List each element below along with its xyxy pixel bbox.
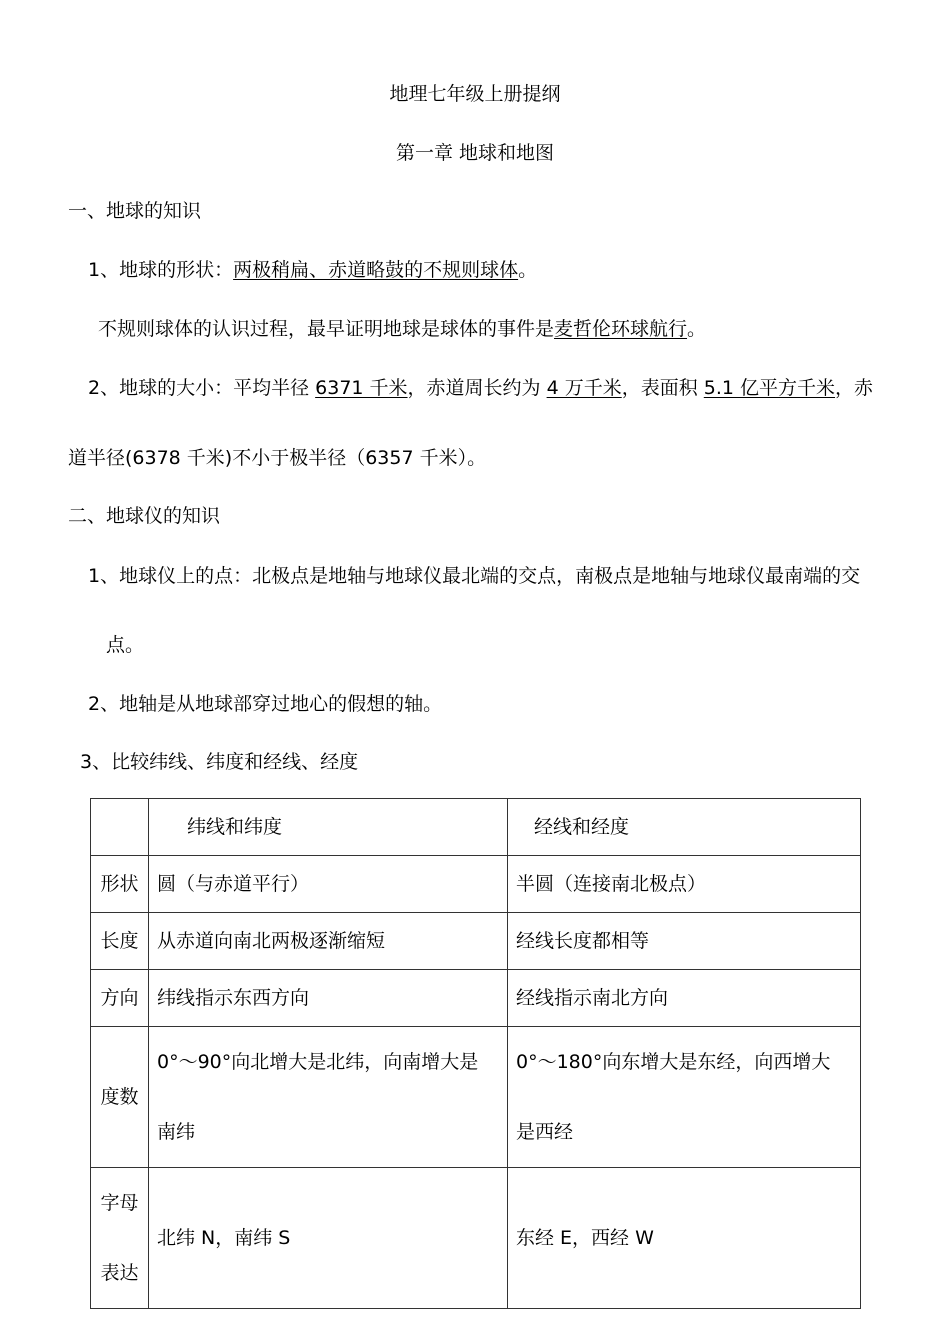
cell-latitude: 纬线指示东西方向 xyxy=(149,970,508,1027)
table-row xyxy=(91,1168,861,1309)
table-row xyxy=(91,856,861,913)
section-heading-globe: 二、地球仪的知识 xyxy=(68,505,221,527)
cell-latitude: 北纬 N，南纬 S xyxy=(149,1168,508,1309)
earth-shape-prefix: 1、地球的形状： xyxy=(88,259,234,281)
globe-points-line-2: 点。 xyxy=(106,634,145,656)
size-text-1: 2、地球的大小：平均半径 xyxy=(88,377,316,399)
table-header-empty xyxy=(91,799,149,856)
table-row xyxy=(91,913,861,970)
earth-shape-history-line xyxy=(98,315,706,343)
earth-shape-line xyxy=(88,256,537,284)
cell-longitude-line-1: 0°～180°向东增大是东经，向西增大 xyxy=(516,1051,831,1073)
cell-longitude: 东经 E，西经 W xyxy=(508,1168,861,1309)
size-text-3: ，表面积 xyxy=(621,377,704,399)
history-answer: 麦哲伦环球航行 xyxy=(554,318,688,340)
size-radius: 6371 千米 xyxy=(315,377,408,399)
earth-size-line-1 xyxy=(88,374,873,402)
cell-latitude-line-2: 南纬 xyxy=(157,1121,196,1143)
history-prefix: 不规则球体的认识过程，最早证明地球是球体的事件是 xyxy=(98,318,555,340)
cell-latitude: 圆（与赤道平行） xyxy=(149,856,508,913)
cell-latitude-line-1: 0°～90°向北增大是北纬，向南增大是 xyxy=(157,1051,479,1073)
cell-longitude-line-2: 是西经 xyxy=(516,1121,574,1143)
globe-points-line-1: 1、地球仪上的点：北极点是地轴与地球仪最北端的交点，南极点是地轴与地球仪最南端的交 xyxy=(88,565,861,587)
table-header-latitude: 纬线和纬度 xyxy=(149,799,508,856)
chapter-heading: 第一章 地球和地图 xyxy=(395,142,555,164)
earth-shape-suffix: 。 xyxy=(518,259,538,281)
earth-axis-line: 2、地轴是从地球部穿过地心的假想的轴。 xyxy=(88,693,443,715)
size-text-4: ，赤 xyxy=(835,377,874,399)
cell-longitude: 经线指示南北方向 xyxy=(508,970,861,1027)
history-suffix: 。 xyxy=(687,318,707,340)
cell-longitude: 经线长度都相等 xyxy=(508,913,861,970)
comparison-table xyxy=(90,798,861,1309)
document-title: 地理七年级上册提纲 xyxy=(389,83,561,105)
cell-longitude: 半圆（连接南北极点） xyxy=(508,856,861,913)
row-label: 形状 xyxy=(91,856,149,913)
cell-latitude: 从赤道向南北两极逐渐缩短 xyxy=(149,913,508,970)
cell-longitude xyxy=(508,1027,861,1168)
comparison-heading: 3、比较纬线、纬度和经线、经度 xyxy=(80,751,359,773)
cell-latitude xyxy=(149,1027,508,1168)
row-label-line-1: 字母 xyxy=(100,1192,139,1214)
table-header-longitude: 经线和经度 xyxy=(508,799,861,856)
size-circumference: 4 万千米 xyxy=(546,377,622,399)
row-label xyxy=(91,1168,149,1309)
table-header-row xyxy=(91,799,861,856)
row-label: 方向 xyxy=(91,970,149,1027)
earth-size-line-2: 道半径(6378 千米)不小于极半径（6357 千米）。 xyxy=(68,447,487,469)
table-row xyxy=(91,970,861,1027)
size-text-2: ，赤道周长约为 xyxy=(407,377,547,399)
row-label: 长度 xyxy=(91,913,149,970)
row-label-line-2: 表达 xyxy=(100,1262,139,1284)
row-label: 度数 xyxy=(91,1027,149,1168)
earth-shape-answer: 两极稍扁、赤道略鼓的不规则球体 xyxy=(233,259,519,281)
size-area: 5.1 亿平方千米 xyxy=(703,377,836,399)
table-row xyxy=(91,1027,861,1168)
section-heading-earth: 一、地球的知识 xyxy=(68,200,202,222)
